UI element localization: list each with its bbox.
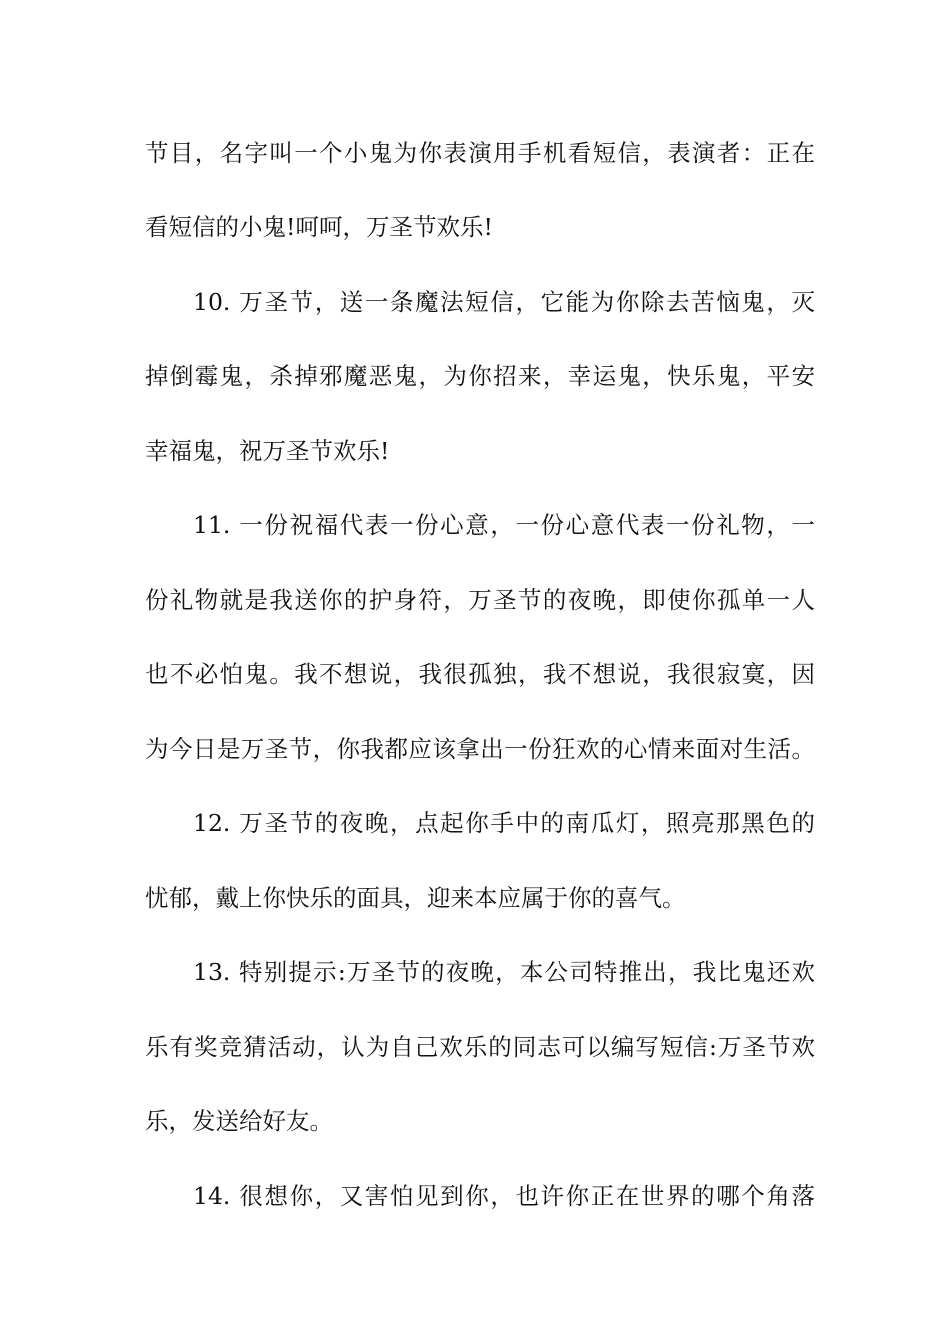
text-line: 份礼物就是我送你的护身符，万圣节的夜晚，即使你孤单一人	[145, 586, 815, 614]
text-line: 看短信的小鬼!呵呵，万圣节欢乐!	[145, 213, 493, 241]
text-line: 13. 特别提示:万圣节的夜晚，本公司特推出，我比鬼还欢	[193, 958, 815, 986]
text-line: 乐有奖竞猜活动，认为自己欢乐的同志可以编写短信:万圣节欢	[145, 1033, 815, 1061]
text-line: 乐，发送给好友。	[145, 1107, 333, 1135]
text-line: 掉倒霉鬼，杀掉邪魔恶鬼，为你招来，幸运鬼，快乐鬼，平安	[145, 362, 815, 390]
text-line: 14. 很想你，又害怕见到你，也许你正在世界的哪个角落	[193, 1182, 815, 1210]
text-line: 幸福鬼，祝万圣节欢乐!	[145, 437, 390, 465]
text-line: 忧郁，戴上你快乐的面具，迎来本应属于你的喜气。	[145, 884, 686, 912]
text-line: 为今日是万圣节，你我都应该拿出一份狂欢的心情来面对生活。	[145, 735, 815, 763]
text-line: 11. 一份祝福代表一份心意，一份心意代表一份礼物，一	[193, 511, 815, 539]
text-line: 12. 万圣节的夜晚，点起你手中的南瓜灯，照亮那黑色的	[193, 809, 815, 837]
text-line: 节目，名字叫一个小鬼为你表演用手机看短信，表演者：正在	[145, 139, 815, 167]
text-line: 也不必怕鬼。我不想说，我很孤独，我不想说，我很寂寞，因	[145, 660, 815, 688]
text-line: 10. 万圣节，送一条魔法短信，它能为你除去苦恼鬼，灭	[193, 288, 815, 316]
